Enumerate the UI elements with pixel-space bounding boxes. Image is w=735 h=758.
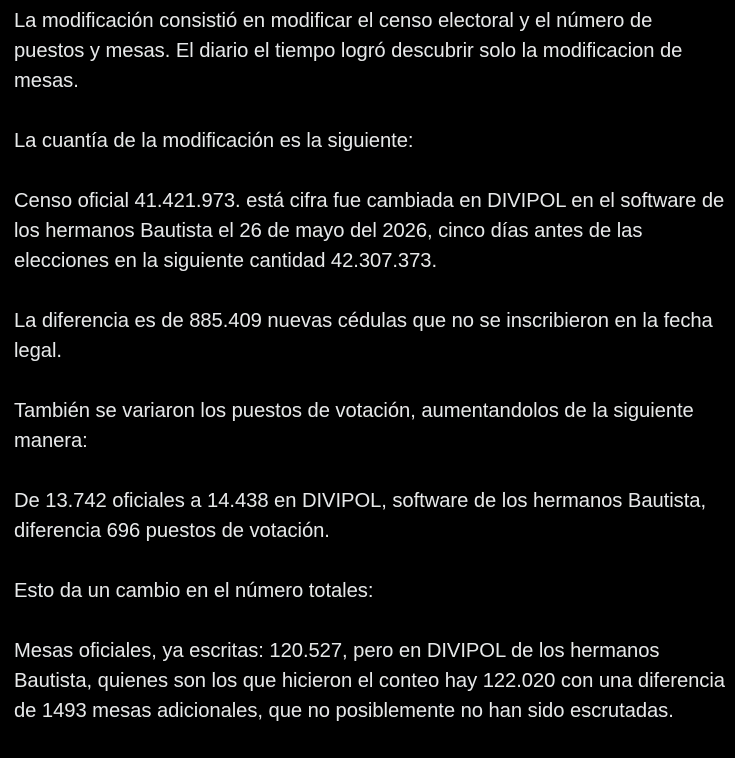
paragraph-cambio-totales: Esto da un cambio en el número totales: [14,580,374,602]
paragraph-modificacion: La modificación consistió en modificar el censo electoral y el número de puestos y mesas. El diario el tiempo logró descubrir solo la modificacion de mesas. [14,10,683,92]
paragraph-censo: Censo oficial 41.421.973. está cifra fue cambiada en DIVIPOL en el software de los hermanos Bautista el 26 de mayo del 2026, cinco días antes de las elecciones en la siguiente cantidad 42.307.373. [14,190,725,272]
paragraph-diferencia-cedulas: La diferencia es de 885.409 nuevas cédulas que no se inscribieron en la fecha legal. [14,310,713,362]
paragraph-mesas: Mesas oficiales, ya escritas: 120.527, pero en DIVIPOL de los hermanos Bautista, quienes son los que hicieron el conteo hay 122.020 con una diferencia de 1493 mesas adicionales, que no posiblemente no han sido escrutadas. [14,640,725,722]
paragraph-puestos: También se variaron los puestos de votación, aumentandolos de la siguiente manera: [14,400,694,452]
post-text [14,6,726,726]
paragraph-cuantia: La cuantía de la modificación es la siguiente: [14,130,414,152]
paragraph-puestos-cifras: De 13.742 oficiales a 14.438 en DIVIPOL, software de los hermanos Bautista, diferencia 696 puestos de votación. [14,490,707,542]
